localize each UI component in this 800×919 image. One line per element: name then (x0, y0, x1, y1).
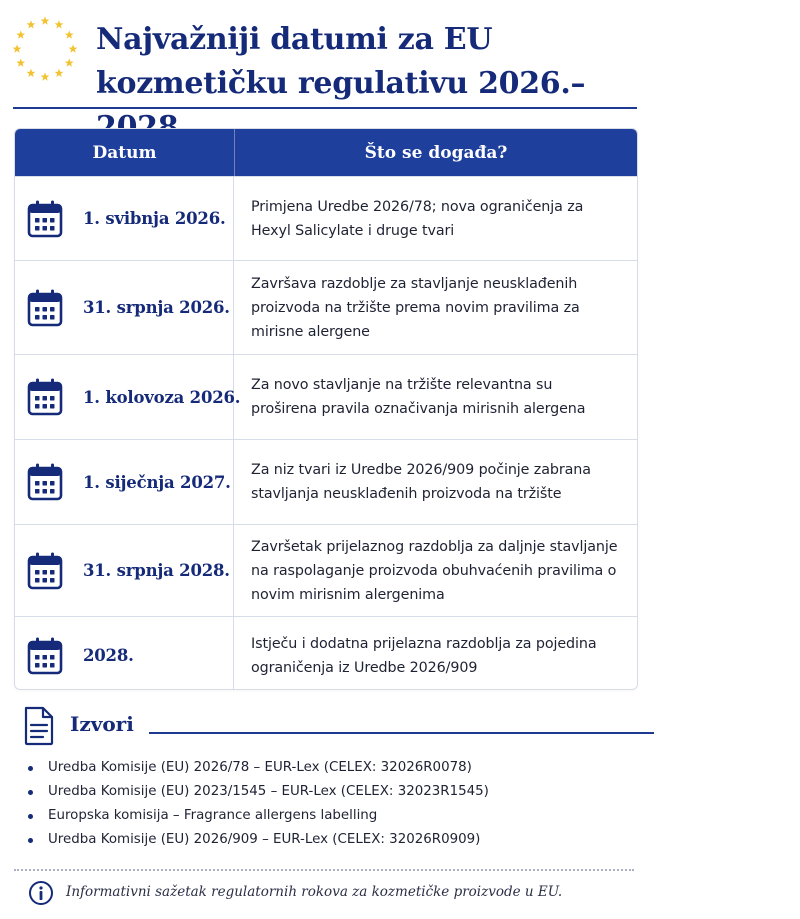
eu-star (41, 72, 50, 80)
eu-star (55, 20, 64, 28)
source-item: Uredba Komisije (EU) 2026/909 – EUR-Lex (CELEX: 32026R0909) (24, 828, 489, 852)
table-row (15, 354, 637, 439)
event-text: Za novo stavljanje na tržište relevantna su proširena pravila označivanja mirisnih alergena (251, 377, 586, 417)
eu-star (27, 20, 36, 28)
calendar-icon (27, 377, 63, 417)
calendar-icon (27, 288, 63, 328)
date-label: 1. kolovoza 2026. (83, 387, 241, 407)
event-description (234, 440, 637, 524)
eu-star (41, 16, 50, 24)
column-header-event: Što se događa? (364, 142, 508, 163)
calendar-icon (27, 199, 63, 239)
date-label: 1. svibnja 2026. (83, 209, 226, 228)
date-label: 31. srpnja 2028. (83, 561, 230, 580)
eu-star (13, 44, 22, 52)
source-item: Uredba Komisije (EU) 2026/78 – EUR-Lex (CELEX: 32026R0078) (24, 756, 489, 780)
date-label: 2028. (83, 646, 134, 665)
sources-title: Izvori (70, 712, 134, 736)
event-text: Završetak prijelaznog razdoblja za daljnje stavljanje na raspolaganje proizvoda obuhvaćenih pravilima o novim mirisnim alergenima (251, 538, 618, 603)
date-cell (15, 355, 241, 439)
sources-divider (149, 732, 654, 734)
date-cell (15, 617, 234, 690)
document-icon (22, 706, 56, 746)
source-item: Europska komisija – Fragrance allergens labelling (24, 804, 489, 828)
page-header (10, 10, 638, 110)
info-icon (28, 880, 54, 906)
event-description (234, 355, 637, 439)
footer-note (28, 880, 638, 910)
date-cell (15, 440, 234, 524)
event-text: Primjena Uredbe 2026/78; nova ograničenja za Hexyl Salicylate i druge tvari (251, 198, 584, 239)
event-text: Završava razdoblje za stavljanje neusklađenih proizvoda na tržište prema novim pravilima za mirisne alergene (251, 275, 580, 340)
sources-header (22, 706, 638, 746)
eu-star (65, 30, 74, 38)
event-description (234, 261, 637, 354)
sources-list (24, 756, 489, 852)
table-header (15, 129, 637, 176)
table-row (15, 176, 637, 260)
date-cell (15, 177, 234, 260)
calendar-icon (27, 551, 63, 591)
title-divider (13, 107, 637, 109)
event-description (234, 617, 637, 690)
table-row (15, 260, 637, 354)
eu-star (27, 69, 36, 77)
eu-star (65, 58, 74, 66)
event-text: Za niz tvari iz Uredbe 2026/909 počinje zabrana stavljanja neusklađenih proizvoda na tržište (251, 462, 591, 502)
note-text: Informativni sažetak regulatornih rokova za kozmetičke proizvode u EU. (66, 884, 563, 900)
source-item: Uredba Komisije (EU) 2023/1545 – EUR-Lex (CELEX: 32023R1545) (24, 780, 489, 804)
date-label: 31. srpnja 2026. (83, 298, 230, 317)
calendar-icon (27, 636, 63, 676)
date-label: 1. siječnja 2027. (83, 472, 231, 492)
eu-stars-icon (10, 14, 80, 84)
eu-star (55, 69, 64, 77)
table-row (15, 616, 637, 690)
event-text: Istječu i dodatna prijelazna razdoblja za pojedina ograničenja iz Uredbe 2026/909 (251, 635, 597, 676)
calendar-icon (27, 462, 63, 502)
dates-table (14, 128, 638, 690)
page-title: Najvažniji datumi za EU kozmetičku regulativu 2026.– (96, 22, 586, 101)
table-row (15, 524, 637, 616)
event-description (234, 177, 637, 260)
eu-star (69, 44, 78, 52)
eu-star (16, 58, 25, 66)
table-row (15, 439, 637, 524)
date-cell (15, 525, 234, 616)
date-cell (15, 261, 234, 354)
column-header-date: Datum (15, 129, 235, 176)
eu-star (16, 30, 25, 38)
event-description (234, 525, 637, 616)
footer-divider (14, 869, 634, 871)
